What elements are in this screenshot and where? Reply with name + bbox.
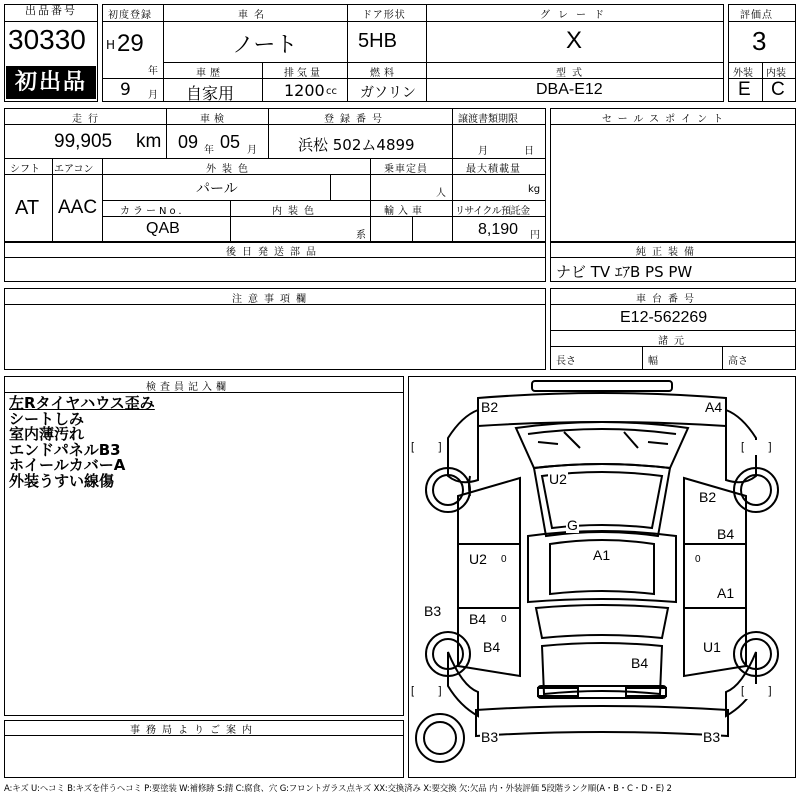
lot-label: 出品番号 bbox=[4, 4, 98, 22]
door-label: ドア形状 bbox=[362, 10, 406, 21]
car-name-label: 車名 bbox=[238, 10, 270, 21]
displacement-label: 排気量 bbox=[284, 68, 323, 79]
mark-b4-left2: B4 bbox=[483, 639, 501, 655]
model-value: DBA-E12 bbox=[536, 81, 603, 98]
registration-month-unit: 月 bbox=[148, 90, 158, 101]
later-parts-label: 後日発送部品 bbox=[226, 247, 322, 258]
recycle-unit: 円 bbox=[530, 230, 540, 241]
int-score: C bbox=[771, 79, 785, 100]
plate-value: 浜松 502ム4899 bbox=[298, 136, 415, 154]
dimension-height: 高さ bbox=[728, 356, 748, 367]
dimension-length: 長さ bbox=[556, 356, 576, 367]
score-value: 3 bbox=[752, 26, 767, 56]
dimensions-label: 諸元 bbox=[658, 336, 690, 347]
mark-zero-left: 0 bbox=[501, 554, 507, 565]
note-1: 左Rタイヤハウス歪み bbox=[9, 394, 155, 412]
note-5: ホイールカバーA bbox=[9, 456, 126, 474]
inspection-month: 05 bbox=[220, 132, 241, 152]
bracket-right-1: [ ] bbox=[741, 441, 772, 453]
int-label: 内装 bbox=[766, 68, 786, 79]
dimension-width: 幅 bbox=[648, 356, 658, 367]
inspection-year-unit: 年 bbox=[204, 145, 214, 156]
shift-value: AT bbox=[15, 197, 40, 219]
plate-label: 登録番号 bbox=[324, 114, 388, 125]
equipment-value: ナビ TV ｴｱB PS PW bbox=[556, 263, 693, 281]
mark-b2-top: B2 bbox=[481, 399, 499, 415]
legend: A:キズ U:ヘコミ B:キズを伴うヘコミ P:要塗装 W:補修跡 S:錆 C:腐食、穴 G:フロントガラス点キズ XX:交換済み X:要交換 欠:欠品 内・外装評価 5段階ランク順(A・B・C・D・E) 2 bbox=[4, 784, 672, 794]
note-3: 室内薄汚れ bbox=[9, 425, 85, 443]
mark-u1: U1 bbox=[703, 639, 721, 655]
note-2: シートしみ bbox=[9, 409, 85, 428]
transfer-label: 譲渡書類期限 bbox=[458, 114, 518, 125]
aircon-label: エアコン bbox=[54, 164, 94, 175]
mark-b4-rear: B4 bbox=[631, 655, 649, 671]
ext-label: 外装 bbox=[733, 68, 753, 79]
registration-year-unit: 年 bbox=[148, 66, 158, 77]
car-name-value: ノート bbox=[232, 33, 298, 58]
import-label: 輸入車 bbox=[384, 206, 426, 217]
recycle-value: 8,190 bbox=[478, 221, 519, 238]
grade-label: グレード bbox=[540, 10, 612, 21]
recycle-label: リサイクル預託金 bbox=[455, 206, 530, 217]
inspection-year: 09 bbox=[178, 132, 199, 152]
bracket-left-1: [ ] bbox=[411, 441, 442, 453]
history-value: 自家用 bbox=[186, 84, 235, 103]
caution-label: 注意事項欄 bbox=[232, 294, 312, 305]
mark-zero-left2: 0 bbox=[501, 614, 507, 625]
first-listing-badge bbox=[6, 66, 96, 99]
sales-point-label: セールスポイント bbox=[602, 114, 730, 125]
mileage-unit: km bbox=[136, 131, 162, 152]
bracket-right-2: [ ] bbox=[741, 685, 772, 697]
mark-a1-center: A1 bbox=[593, 547, 611, 563]
ext-color-value: パール bbox=[196, 181, 238, 197]
color-no-label: カラーNo. bbox=[120, 206, 185, 217]
door-value: 5HB bbox=[358, 30, 397, 52]
mark-zero-right: 0 bbox=[695, 554, 701, 565]
lot-number: 30330 bbox=[8, 24, 86, 55]
inspector-label: 検査員記入欄 bbox=[146, 382, 230, 393]
sales-point-box bbox=[550, 108, 796, 242]
int-color-label: 内装色 bbox=[272, 206, 320, 217]
mark-b4-left1: B4 bbox=[469, 611, 487, 627]
mark-b3-left: B3 bbox=[424, 603, 442, 619]
mark-a1-right: A1 bbox=[717, 585, 735, 601]
chassis-label: 車台番号 bbox=[636, 294, 700, 305]
history-label: 車歴 bbox=[196, 68, 224, 79]
ext-score: E bbox=[738, 79, 751, 100]
mark-u2-left: U2 bbox=[469, 551, 487, 567]
capacity-label: 乗車定員 bbox=[384, 164, 428, 175]
bracket-left-2: [ ] bbox=[411, 685, 442, 697]
color-no-value: QAB bbox=[146, 220, 180, 237]
mark-u2-roof: U2 bbox=[549, 471, 567, 487]
equipment-label: 純正装備 bbox=[636, 247, 700, 258]
model-label: 型式 bbox=[556, 68, 588, 79]
chassis-value: E12-562269 bbox=[620, 309, 708, 326]
registration-era: H bbox=[106, 38, 116, 52]
mark-a4: A4 bbox=[705, 399, 723, 415]
mark-b2-right: B2 bbox=[699, 489, 717, 505]
inspection-label: 車検 bbox=[200, 114, 228, 125]
badge-text: 初出品 bbox=[14, 70, 87, 95]
grade-value: X bbox=[566, 27, 583, 54]
shift-label: シフト bbox=[10, 164, 40, 175]
office-label: 事務局よりご案内 bbox=[130, 725, 258, 736]
inspection-month-unit: 月 bbox=[247, 145, 257, 156]
mark-g: G bbox=[567, 517, 578, 533]
displacement-unit: cc bbox=[326, 86, 337, 97]
transfer-day-unit: 日 bbox=[524, 146, 534, 157]
registration-label: 初度登録 bbox=[108, 10, 152, 21]
fuel-label: 燃料 bbox=[370, 68, 398, 79]
spec-frame bbox=[4, 108, 546, 242]
transfer-month-unit: 月 bbox=[478, 146, 488, 157]
ext-color-label: 外装色 bbox=[206, 164, 254, 175]
capacity-unit: 人 bbox=[436, 188, 446, 199]
registration-year: 29 bbox=[117, 30, 144, 57]
score-label: 評価点 bbox=[740, 10, 773, 21]
mark-b3-bottom-left: B3 bbox=[481, 729, 499, 745]
car-diagram bbox=[408, 376, 796, 778]
inspector-notes bbox=[9, 396, 155, 489]
registration-month: 9 bbox=[120, 80, 131, 100]
mark-b3-bottom-right: B3 bbox=[703, 729, 721, 745]
displacement-value: 1200 bbox=[284, 81, 325, 100]
int-color-unit: 系 bbox=[356, 230, 366, 241]
mileage-value: 99,905 bbox=[54, 131, 113, 152]
max-load-label: 最大積載量 bbox=[466, 164, 521, 175]
note-6: 外装うすい線傷 bbox=[9, 471, 115, 490]
note-4: エンドパネルB3 bbox=[9, 440, 121, 459]
mileage-label: 走行 bbox=[72, 114, 104, 125]
aircon-value: AAC bbox=[58, 197, 98, 218]
max-load-unit: kg bbox=[528, 184, 541, 195]
fuel-value: ガソリン bbox=[360, 85, 416, 101]
mark-b4-right: B4 bbox=[717, 526, 735, 542]
